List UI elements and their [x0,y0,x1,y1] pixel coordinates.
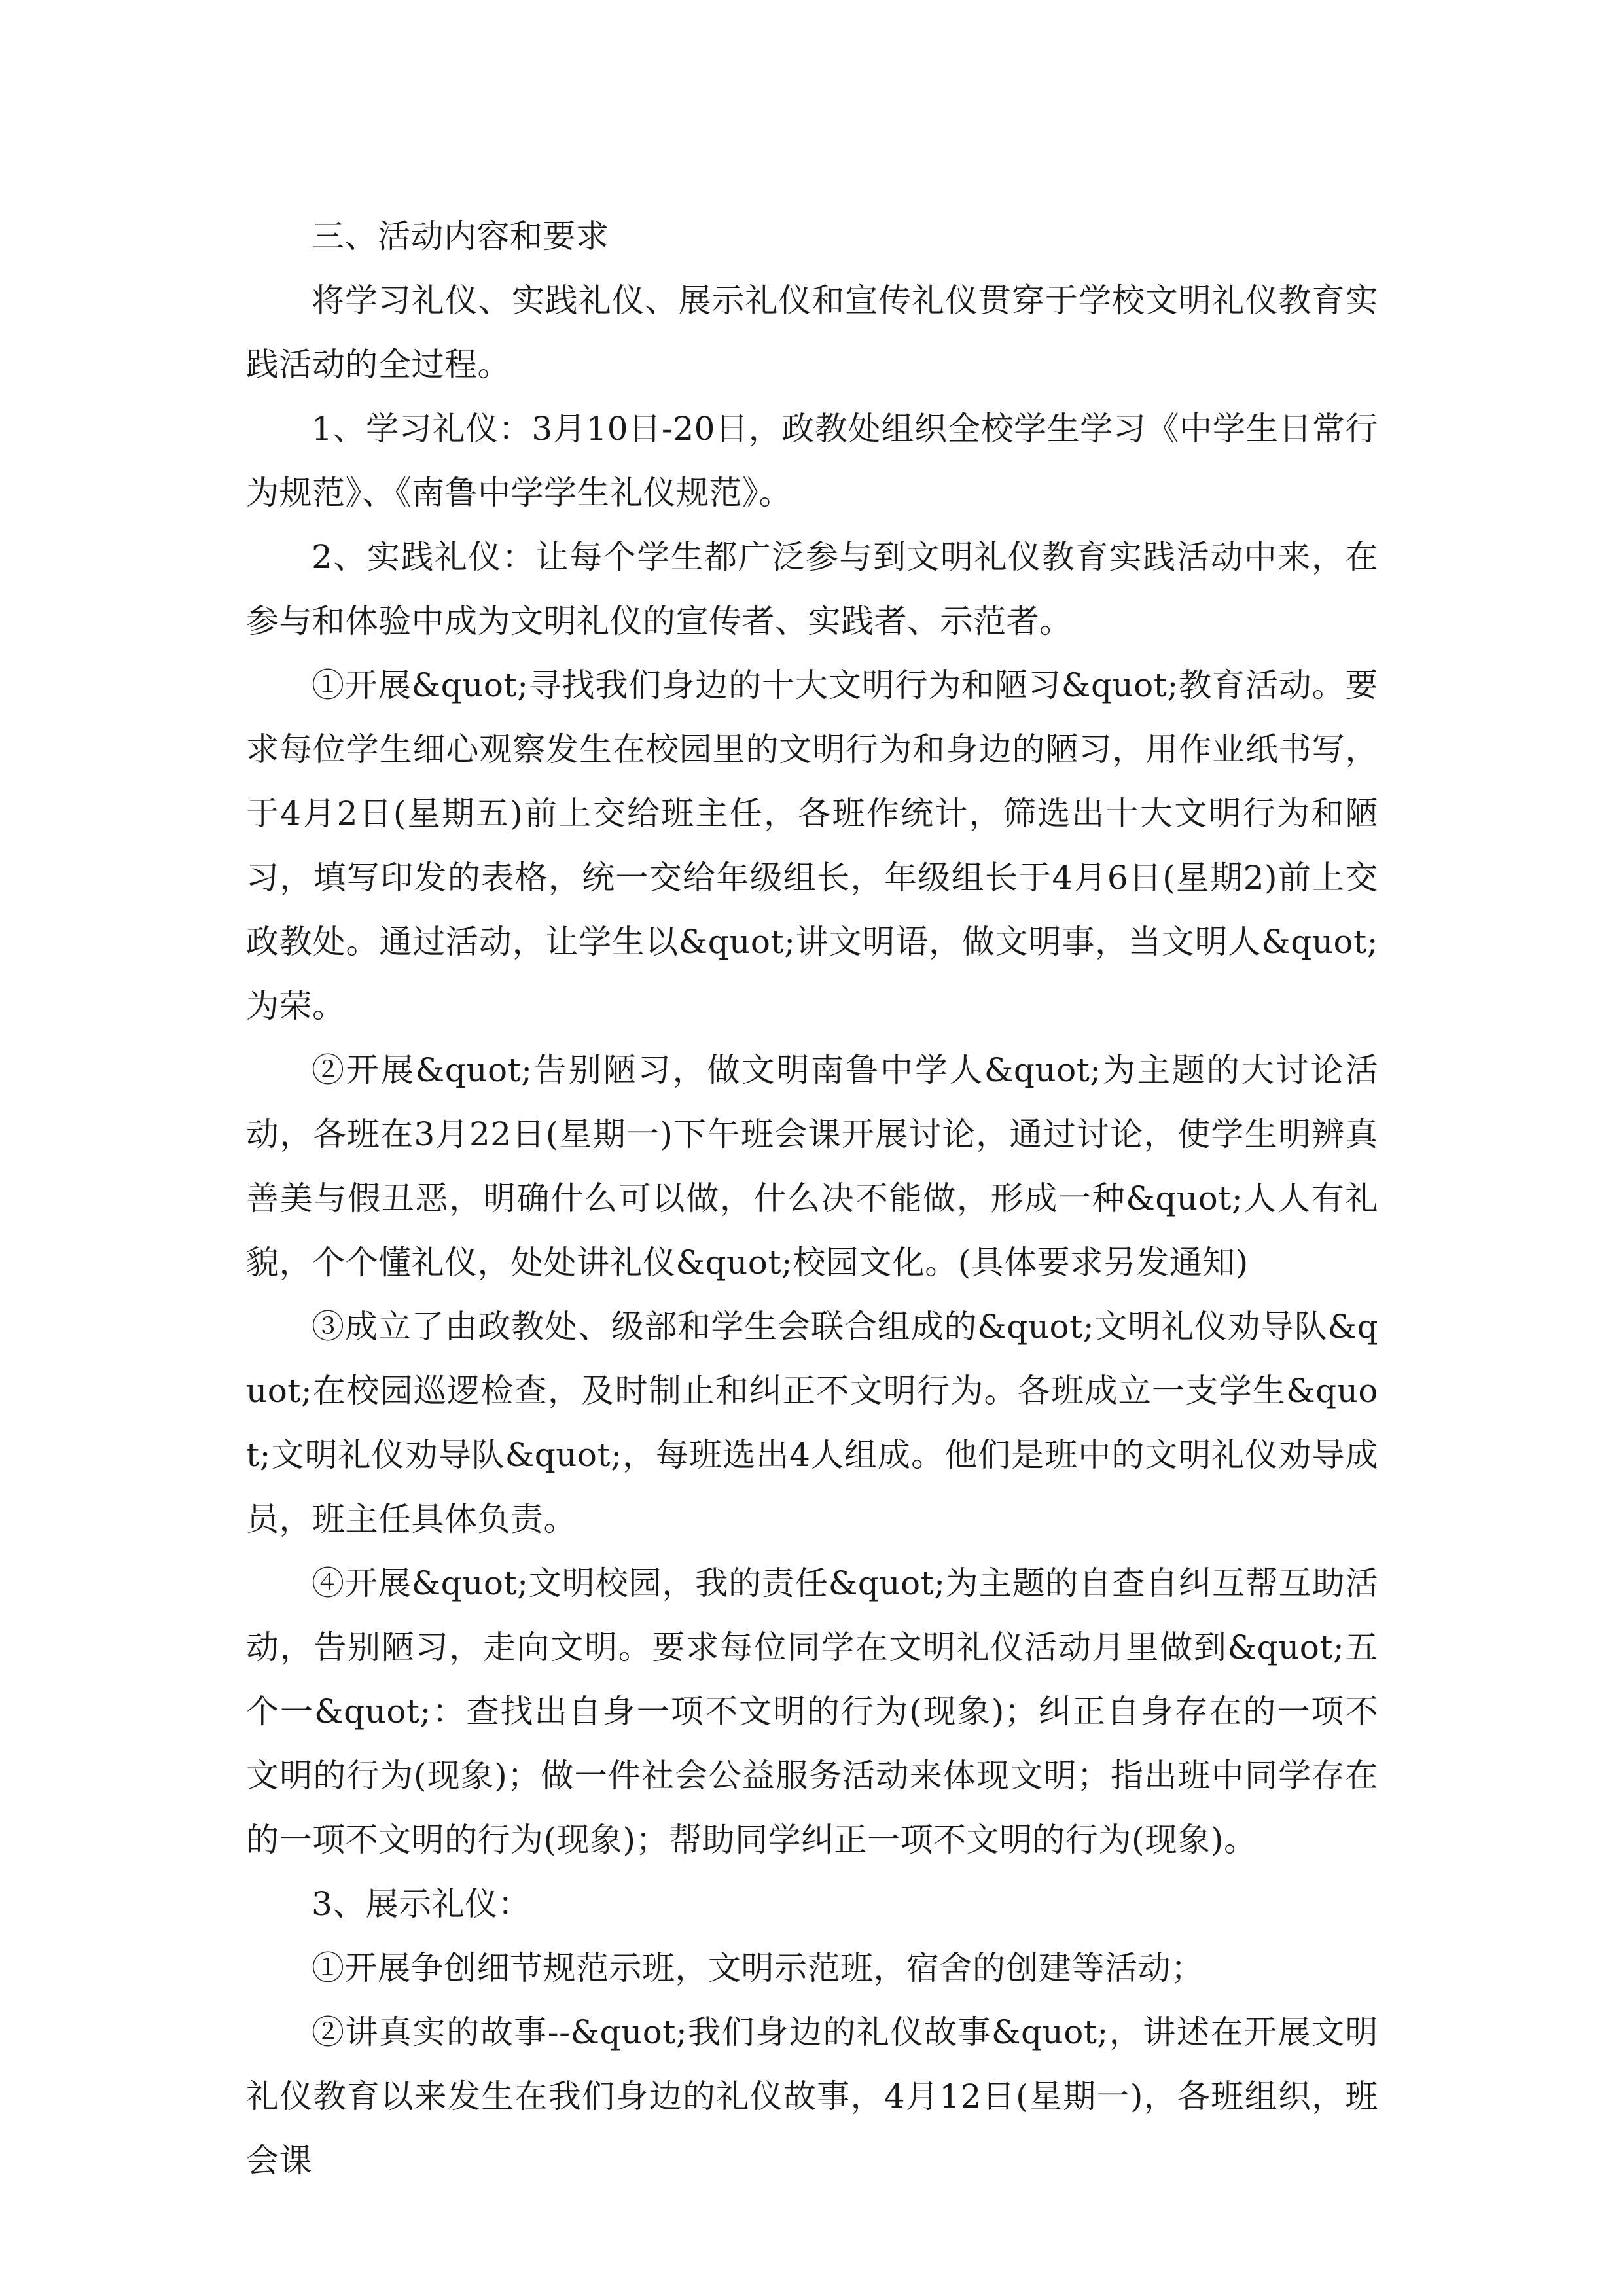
paragraph-item-2: ②开展&quot;告别陋习，做文明南鲁中学人&quot;为主题的大讨论活动，各班在3月22日(星期一)下午班会课开展讨论，通过讨论，使学生明辨真善美与假丑恶，明确什么可以做，什么决不能做，形成一种&quot;人人有礼貌，个个懂礼仪，处处讲礼仪&quot;校园文化。(具体要求另发通知) [246,1051,1378,1282]
paragraph-learn-etiquette: 1、学习礼仪：3月10日-20日，政教处组织全校学生学习《中学生日常行为规范》、《南鲁中学学生礼仪规范》。 [246,410,1378,512]
paragraph-intro: 将学习礼仪、实践礼仪、展示礼仪和宣传礼仪贯穿于学校文明礼仪教育实践活动的全过程。 [246,281,1378,384]
paragraph-show-item-2: ②讲真实的故事--&quot;我们身边的礼仪故事&quot;，讲述在开展文明礼仪教育以来发生在我们身边的礼仪故事，4月12日(星期一)，各班组织，班会课 [246,2013,1378,2179]
paragraph-show-item-1: ①开展争创细节规范示班，文明示范班，宿舍的创建等活动； [312,1949,1204,1987]
paragraph-item-1: ①开展&quot;寻找我们身边的十大文明行为和陋习&quot;教育活动。要求每位学生细心观察发生在校园里的文明行为和身边的陋习，用作业纸书写，于4月2日(星期五)前上交给班主任，各班作统计，筛选出十大文明行为和陋习，填写印发的表格，统一交给年级组长，年级组长于4月6日(星期2)前上交政教处。通过活动，让学生以&quot;讲文明语，做文明事，当文明人&quot;为荣。 [246,666,1378,1025]
section-heading: 三、活动内容和要求 [312,217,609,255]
document-body [246,204,1378,2193]
paragraph-item-3: ③成立了由政教处、级部和学生会联合组成的&quot;文明礼仪劝导队&quot;在校园巡逻检查，及时制止和纠正不文明行为。各班成立一支学生&quot;文明礼仪劝导队&quot;，每班选出4人组成。他们是班中的文明礼仪劝导成员，班主任具体负责。 [246,1308,1378,1538]
paragraph-show-etiquette: 3、展示礼仪： [312,1885,531,1923]
paragraph-practice-etiquette: 2、实践礼仪：让每个学生都广泛参与到文明礼仪教育实践活动中来，在参与和体验中成为文明礼仪的宣传者、实践者、示范者。 [246,538,1378,640]
paragraph-item-4: ④开展&quot;文明校园，我的责任&quot;为主题的自查自纠互帮互助活动，告别陋习，走向文明。要求每位同学在文明礼仪活动月里做到&quot;五个一&quot;：查找出自身一项不文明的行为(现象)；纠正自身存在的一项不文明的行为(现象)；做一件社会公益服务活动来体现文明；指出班中同学存在的一项不文明的行为(现象)；帮助同学纠正一项不文明的行为(现象)。 [246,1564,1378,1859]
